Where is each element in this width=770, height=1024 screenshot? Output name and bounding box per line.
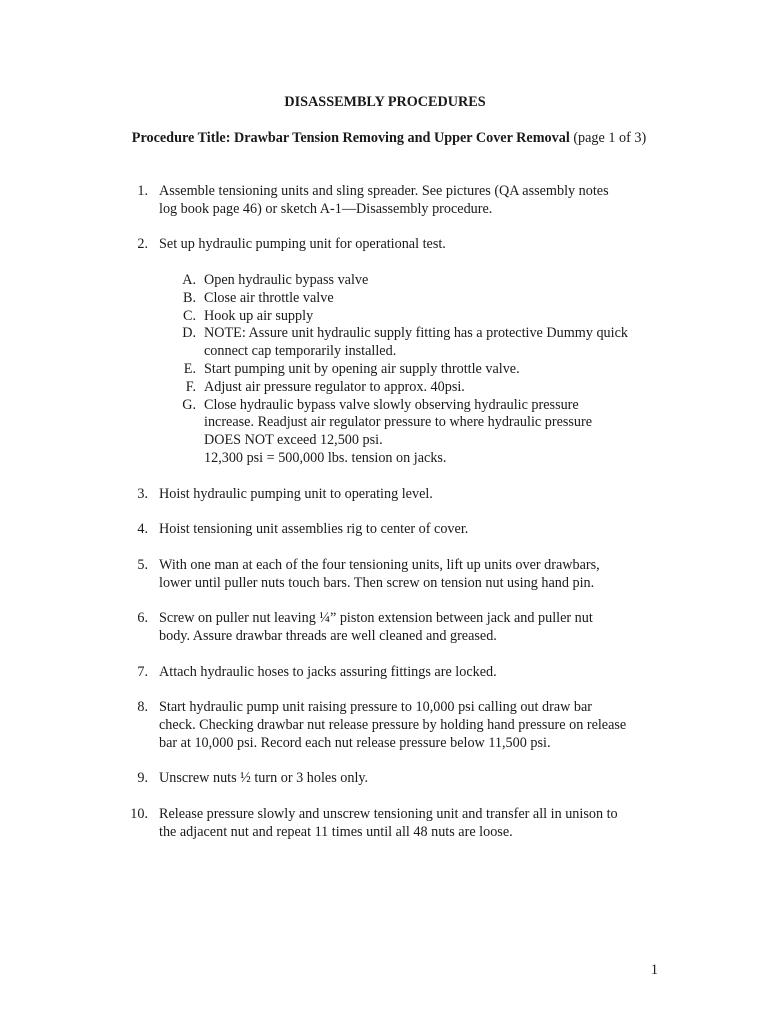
procedure-page-indicator: (page 1 of 3) xyxy=(569,130,647,146)
step-number: 8. xyxy=(137,699,148,716)
step-8 xyxy=(0,699,770,752)
step-number: 3. xyxy=(137,485,148,502)
substep-text: Open hydraulic bypass valve xyxy=(204,271,369,288)
substep-b xyxy=(0,290,770,308)
step-10 xyxy=(0,806,770,842)
substep-text: Start pumping unit by opening air supply throttle valve. xyxy=(204,360,520,377)
substep-list xyxy=(0,272,770,468)
substep-f xyxy=(0,379,770,397)
step-3 xyxy=(0,486,770,504)
step-number: 5. xyxy=(137,556,148,573)
step-text: With one man at each of the four tensioning units, lift up units over drawbars, lower until puller nuts touch bars. Then screw on tension nut using hand pin. xyxy=(159,556,600,591)
step-number: 2. xyxy=(137,236,148,253)
procedure-steps-list xyxy=(0,183,770,859)
substep-letter: B. xyxy=(182,289,196,306)
substep-c xyxy=(0,308,770,326)
procedure-title-label: Procedure Title: Drawbar Tension Removing and Upper Cover Removal xyxy=(131,130,570,146)
step-6 xyxy=(0,610,770,646)
substep-text: Close hydraulic bypass valve slowly observing hydraulic pressure increase. Readjust air regulator pressure to where hydraulic pressure DOES NOT exceed 12,500 psi. 12,300 psi = 500,000 lbs. tension on jacks. xyxy=(204,396,593,466)
step-text: Set up hydraulic pumping unit for operational test. xyxy=(159,236,446,253)
step-text: Assemble tensioning units and sling spreader. See pictures (QA assembly notes log book page 46) or sketch A-1—Disassembly procedure. xyxy=(159,183,609,217)
step-text: Start hydraulic pump unit raising pressure to 10,000 psi calling out draw bar check. Checking drawbar nut release pressure by holding hand pressure on release bar at 10,000 psi. Record each nut release pressure below 11,500 psi. xyxy=(159,699,627,751)
substep-letter: C. xyxy=(182,307,196,324)
substep-text: NOTE: Assure unit hydraulic supply fitting has a protective Dummy quick connect cap temporarily installed. xyxy=(204,325,628,360)
step-text: Screw on puller nut leaving ¼” piston extension between jack and puller nut body. Assure drawbar threads are well cleaned and greased. xyxy=(159,610,593,644)
step-number: 7. xyxy=(137,663,148,680)
procedure-title xyxy=(0,130,770,148)
step-5 xyxy=(0,557,770,593)
step-text: Hoist tensioning unit assemblies rig to center of cover. xyxy=(159,521,469,538)
substep-letter: D. xyxy=(182,325,196,342)
step-number: 1. xyxy=(137,183,148,199)
step-text: Unscrew nuts ½ turn or 3 holes only. xyxy=(159,770,369,787)
step-4 xyxy=(0,521,770,539)
substep-g xyxy=(0,397,770,468)
substep-letter: F. xyxy=(185,378,196,395)
step-number: 6. xyxy=(137,610,148,627)
page-title: DISASSEMBLY PROCEDURES xyxy=(284,94,486,110)
step-number: 4. xyxy=(137,521,148,538)
step-number: 10. xyxy=(130,805,148,822)
substep-a xyxy=(0,272,770,290)
page-number: 1 xyxy=(650,962,658,978)
step-text: Release pressure slowly and unscrew tensioning unit and transfer all in unison to the adjacent nut and repeat 11 times until all 48 nuts are loose. xyxy=(159,805,618,840)
substep-text: Hook up air supply xyxy=(204,307,314,324)
step-number: 9. xyxy=(137,770,148,787)
step-text: Hoist hydraulic pumping unit to operating level. xyxy=(159,485,433,502)
substep-e xyxy=(0,361,770,379)
substep-d xyxy=(0,325,770,361)
step-text: Attach hydraulic hoses to jacks assuring fittings are locked. xyxy=(159,663,497,680)
substep-letter: A. xyxy=(182,271,196,288)
substep-letter: E. xyxy=(183,360,196,377)
step-1 xyxy=(0,183,770,219)
substep-letter: G. xyxy=(182,396,196,413)
substep-text: Adjust air pressure regulator to approx. 40psi. xyxy=(204,378,465,395)
step-9 xyxy=(0,770,770,788)
step-7 xyxy=(0,664,770,682)
step-2 xyxy=(0,236,770,467)
substep-text: Close air throttle valve xyxy=(204,289,334,306)
